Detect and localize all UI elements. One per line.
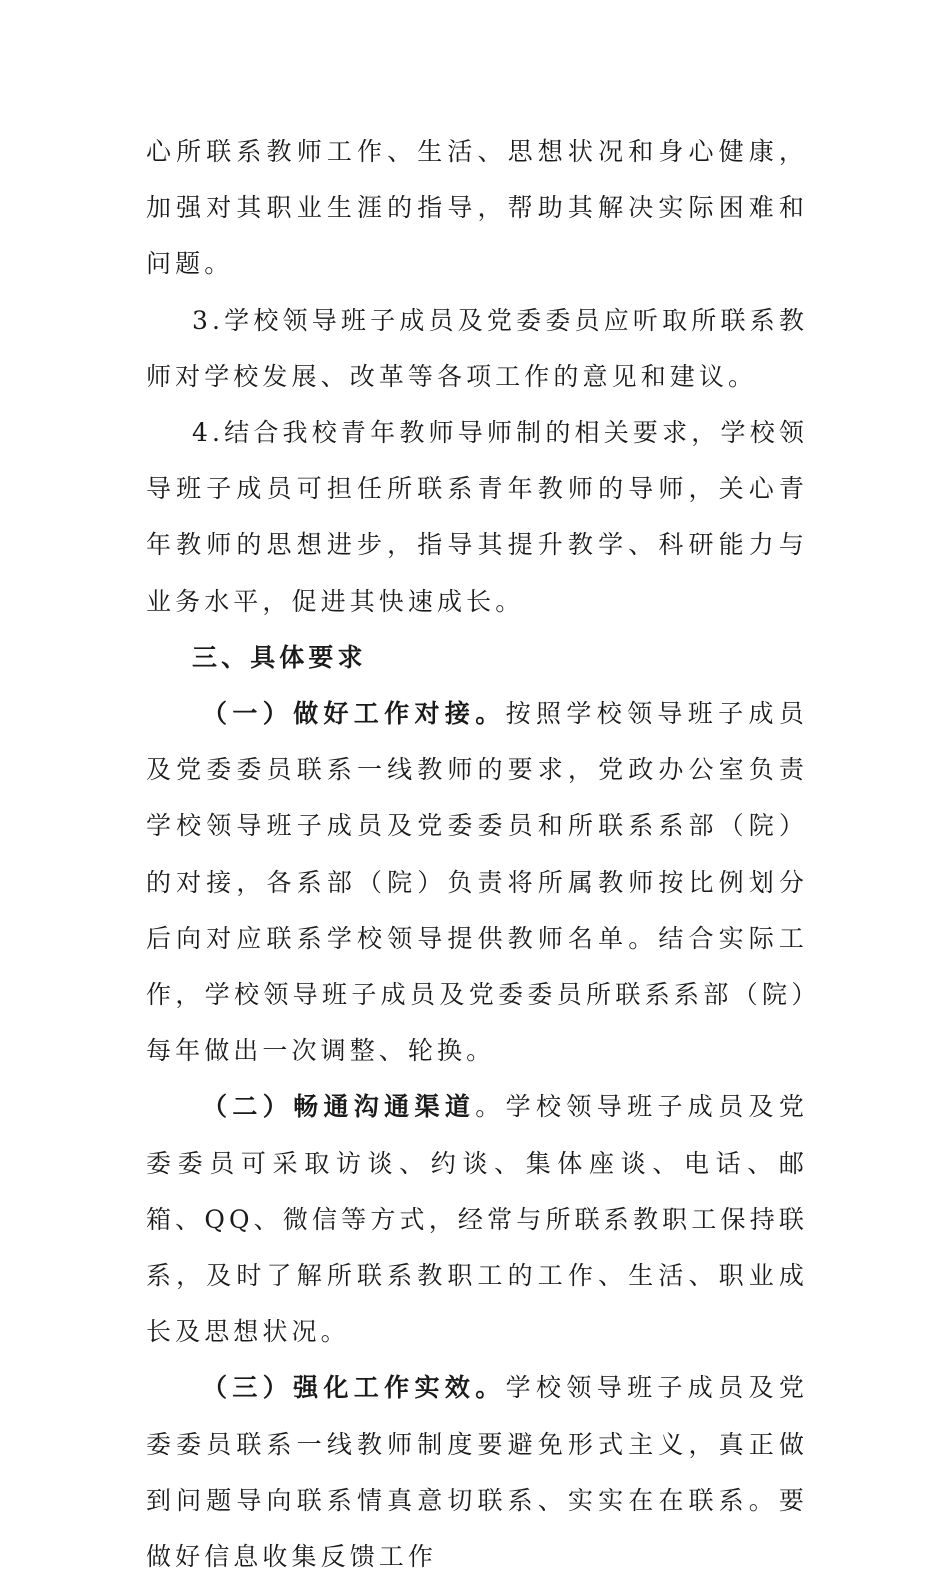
- requirement-2-body: 。学校领导班子成员及党委委员可采取访谈、约谈、集体座谈、电话、邮箱、QQ、微信等方式，经常与所联系教职工保持联系，及时了解所联系教职工的工作、生活、职业成长及思想状况。: [146, 1092, 808, 1347]
- paragraph-requirement-3: [146, 1360, 808, 1585]
- paragraph-continuation: 心所联系教师工作、生活、思想状况和身心健康，加强对其职业生涯的指导，帮助其解决实际困难和问题。: [146, 137, 808, 279]
- requirement-1-title: （一）做好工作对接。: [202, 699, 506, 729]
- paragraph-requirement-2: [146, 1079, 808, 1360]
- paragraph-requirement-1: [146, 686, 808, 1079]
- requirement-1-body: 按照学校领导班子成员及党委委员联系一线教师的要求，党政办公室负责学校领导班子成员及党委委员和所联系系部（院）的对接，各系部（院）负责将所属教师按比例划分后向对应联系学校领导提供教师名单。结合实际工作，学校领导班子成员及党委委员所联系系部（院）每年做出一次调整、轮换。: [146, 699, 808, 1066]
- requirement-3-title: （三）强化工作实效。: [202, 1373, 506, 1403]
- paragraph-item-4: 4.结合我校青年教师导师制的相关要求，学校领导班子成员可担任所联系青年教师的导师，关心青年教师的思想进步，指导其提升教学、科研能力与业务水平，促进其快速成长。: [146, 418, 808, 616]
- paragraph-item-3: 3.学校领导班子成员及党委委员应听取所联系教师对学校发展、改革等各项工作的意见和建议。: [146, 305, 808, 391]
- document-page: [146, 124, 808, 1585]
- requirement-3-body: 学校领导班子成员及党委委员联系一线教师制度要避免形式主义，真正做到问题导向联系情真意切联系、实实在在联系。要做好信息收集反馈工作: [146, 1373, 808, 1572]
- requirement-2-title: （二）畅通沟通渠道: [202, 1092, 476, 1122]
- section-heading: 三、具体要求: [192, 642, 367, 672]
